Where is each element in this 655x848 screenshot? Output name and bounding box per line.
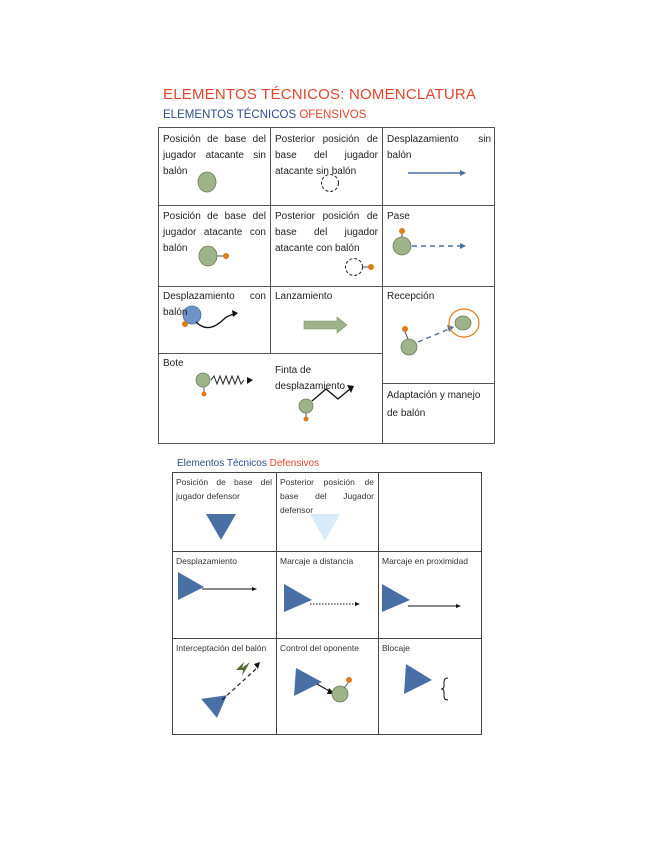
close-marking-icon bbox=[382, 584, 461, 612]
cell-adaptacion: Adaptación y manejo de balón bbox=[387, 390, 481, 419]
offensive-heading-highlight: OFENSIVOS bbox=[299, 109, 367, 121]
cell-pase: Pase bbox=[387, 211, 410, 222]
dashed-player-with-ball-icon bbox=[346, 259, 375, 276]
cell-posterior-sin-balon: Posterior posición de base del jugador atacante sin balón bbox=[275, 134, 378, 177]
bounce-icon bbox=[196, 373, 253, 397]
defensive-table bbox=[172, 472, 482, 735]
cell-marcaje-proximidad: Marcaje en proximidad bbox=[382, 556, 468, 566]
reception-icon bbox=[401, 309, 479, 355]
defender-icon bbox=[206, 514, 236, 540]
cell-bote: Bote bbox=[163, 358, 184, 369]
cell-desplazamiento: Desplazamiento bbox=[176, 556, 237, 566]
block-icon bbox=[404, 664, 448, 700]
cell-posterior-con-balon: Posterior posición de base del jugador atacante con balón bbox=[275, 211, 378, 254]
defensive-heading-prefix: Elementos Técnicos bbox=[177, 458, 270, 469]
shot-arrow-icon bbox=[304, 317, 347, 333]
offensive-table bbox=[158, 127, 495, 444]
cell-blocaje: Blocaje bbox=[382, 643, 410, 653]
cell-desplazamiento-con-balon: Desplazamiento con balón bbox=[163, 291, 266, 318]
opponent-control-icon bbox=[294, 668, 352, 702]
cell-posterior-defensor: Posterior posición de base del Jugador defensor bbox=[280, 477, 374, 515]
move-arrow-icon bbox=[408, 170, 466, 176]
cell-finta: Finta de desplazamiento bbox=[275, 365, 346, 392]
offensive-heading bbox=[163, 109, 366, 121]
cell-lanzamiento: Lanzamiento bbox=[275, 291, 333, 302]
distance-marking-icon bbox=[284, 584, 360, 612]
pass-icon bbox=[393, 228, 466, 255]
defender-move-icon bbox=[178, 572, 257, 600]
interception-icon bbox=[201, 662, 260, 720]
light-defender-icon bbox=[310, 514, 340, 541]
defensive-heading-highlight: Defensivos bbox=[269, 458, 320, 469]
cell-interceptacion: Interceptación del balón bbox=[176, 643, 267, 653]
page-title: ELEMENTOS TÉCNICOS: NOMENCLATURA bbox=[163, 86, 477, 103]
cell-marcaje-distancia: Marcaje a distancia bbox=[280, 556, 354, 566]
cell-control-oponente: Control del oponente bbox=[280, 643, 359, 653]
defensive-heading bbox=[177, 458, 319, 469]
cell-base-sin-balon: Posición de base del jugador atacante sin balón bbox=[163, 134, 266, 177]
cell-base-con-balon: Posición de base del jugador atacante con balón bbox=[163, 211, 266, 254]
cell-desplazamiento-sin-balon: Desplazamiento sin balón bbox=[387, 134, 491, 161]
offensive-heading-prefix: ELEMENTOS TÉCNICOS bbox=[163, 109, 300, 121]
cell-base-defensor: Posición de base del jugador defensor bbox=[176, 477, 272, 501]
cell-recepcion: Recepción bbox=[387, 291, 435, 302]
